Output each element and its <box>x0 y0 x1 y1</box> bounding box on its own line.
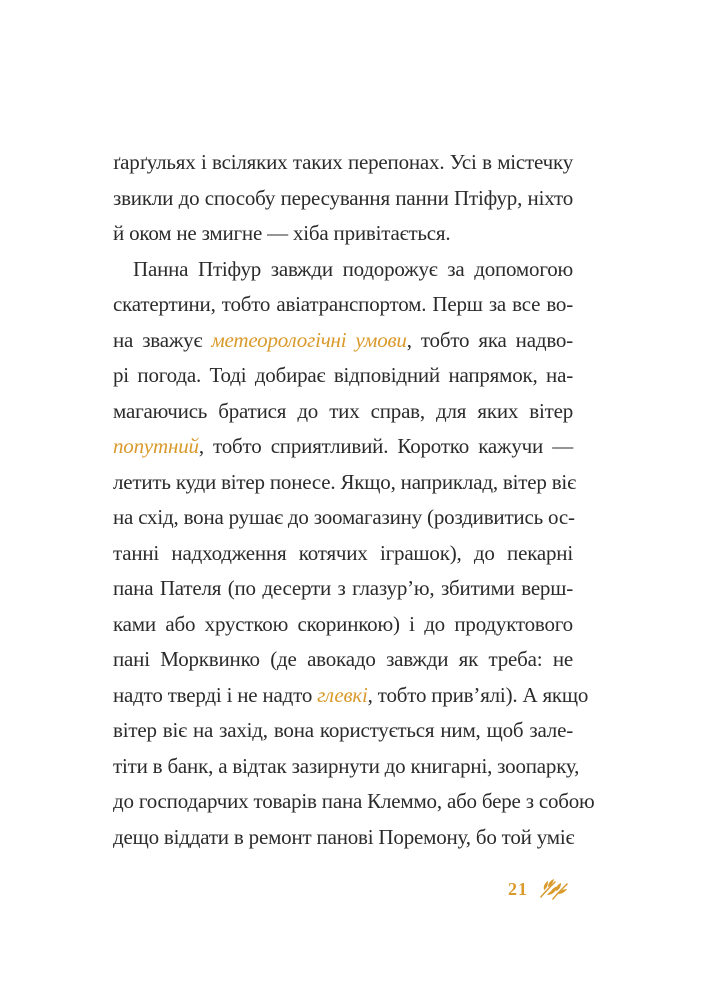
text-span: , тобто сприятливий. Коротко кажучи — <box>198 434 573 458</box>
text-line: летить куди вітер понесе. Якщо, наприклад, вітер віє <box>113 469 576 494</box>
text-line: вітер віє на захід, вона користується ним, щоб зале- <box>113 718 573 742</box>
text-line: Панна Птіфур завжди подорожує за допомогою <box>133 256 573 281</box>
text-line: скатертини, тобто авіатранспортом. Перш за все во- <box>113 292 573 316</box>
text-line <box>113 429 573 465</box>
text-line <box>113 678 589 714</box>
text-line: танні надходження котячих іграшок), до пекарні <box>113 540 573 565</box>
text-line: рі погода. Тоді добирає відповідний напрямок, на- <box>113 363 573 387</box>
wheat-ornament-icon <box>538 878 568 900</box>
text-line: тіти в банк, а відтак зазирнути до книгарні, зоопарку, <box>113 753 580 778</box>
page-number: 21 <box>508 878 528 899</box>
text-line: звикли до способу пересування панни Птіфур, ніхто <box>113 185 573 210</box>
text-span: надто тверді і не надто <box>113 682 318 707</box>
text-line <box>113 323 573 359</box>
text-line: пана Пателя (по десерти з глазур’ю, збитими верш- <box>113 576 573 600</box>
text-span: , тобто яка надво- <box>406 327 573 352</box>
highlighted-term: попутний <box>113 434 199 458</box>
text-line: ґарґульях і всіляких таких перепонах. Усі в містечку <box>113 150 573 174</box>
highlighted-term: метеорологічні умови <box>211 327 407 352</box>
text-line: й оком не змигне — хіба привітається. <box>113 221 451 245</box>
text-line: ками або хрусткою скоринкою) і до продуктового <box>113 611 573 636</box>
text-span: на зважує <box>113 327 212 352</box>
highlighted-term: глевкі <box>317 682 368 707</box>
text-line: магаючись братися до тих справ, для яких вітер <box>113 398 573 423</box>
text-line: дещо віддати в ремонт панові Поремону, бо той уміє <box>113 824 575 849</box>
text-line: на схід, вона рушає до зоомагазину (роздивитись ос- <box>113 505 575 529</box>
page-footer <box>508 876 568 902</box>
text-span: , тобто прив’ялі). А якщо <box>367 682 589 707</box>
text-line: до господарчих товарів пана Клеммо, або бере з собою <box>113 789 595 813</box>
body-text <box>113 145 595 855</box>
text-line: пані Морквинко (де авокадо завжди як треба: не <box>113 647 573 671</box>
